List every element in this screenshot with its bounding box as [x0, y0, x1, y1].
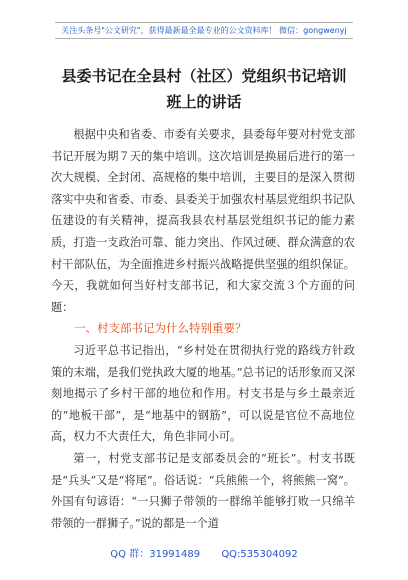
qq-number-text: QQ:535304092 [221, 549, 298, 560]
body-paragraph: 习近平总书记指出，“乡村处在贯彻执行党的路线方针政策的末端，是我们党执政大厦的地基。”总书记的话形象而又深刻地揭示了乡村干部的地位和作用。村支书是与乡土最亲近的“地板干部”，是“地基中的钢筋”，可以说是官位不高地位高，权力不大责任大，角色非同小可。 [51, 343, 355, 444]
qq-group-text: QQ 群：31991489 [110, 549, 201, 560]
document-title: 县委书记在全县村（社区）党组织书记培训班上的讲话 [61, 67, 347, 111]
intro-paragraph: 根据中央和省委、市委有关要求，县委每年要对村党支部书记开展为期７天的集中培训。这次培训是换届后进行的第一次大规模、全封闭、高规格的集中培训，主要目的是深入贯彻落实中央和省委、市委、县委关于加强农村基层党组织书记队伍建设的有关精神，提高我县农村基层党组织书记的能力素质，打造一支政治可靠、能力突出、作风过硬、群众满意的农村干部队伍，为全面推进乡村振兴战略提供坚强的组织保证。今天，我就如何当好村支部书记，和大家交流３个方面的问题： [51, 128, 355, 314]
promo-banner[interactable]: 关注头条号"公文研究"，获得最新最全最专业的公文资料库！ 微信：gongwenyj [55, 22, 353, 39]
section-heading: 一、村支部书记为什么特别重要？ [74, 321, 247, 336]
footer-contact [0, 548, 408, 562]
body-paragraph: 第一，村党支部书记是支部委员会的“班长”。村支书既是“兵头”又是“将尾”。俗话说：“兵熊熊一个，将熊熊一窝”。外国有句谚语：“一只狮子带领的一群绵羊能够打败一只绵羊带领的一群狮子。”说的都是一个道 [51, 451, 355, 530]
document-body [51, 124, 355, 534]
